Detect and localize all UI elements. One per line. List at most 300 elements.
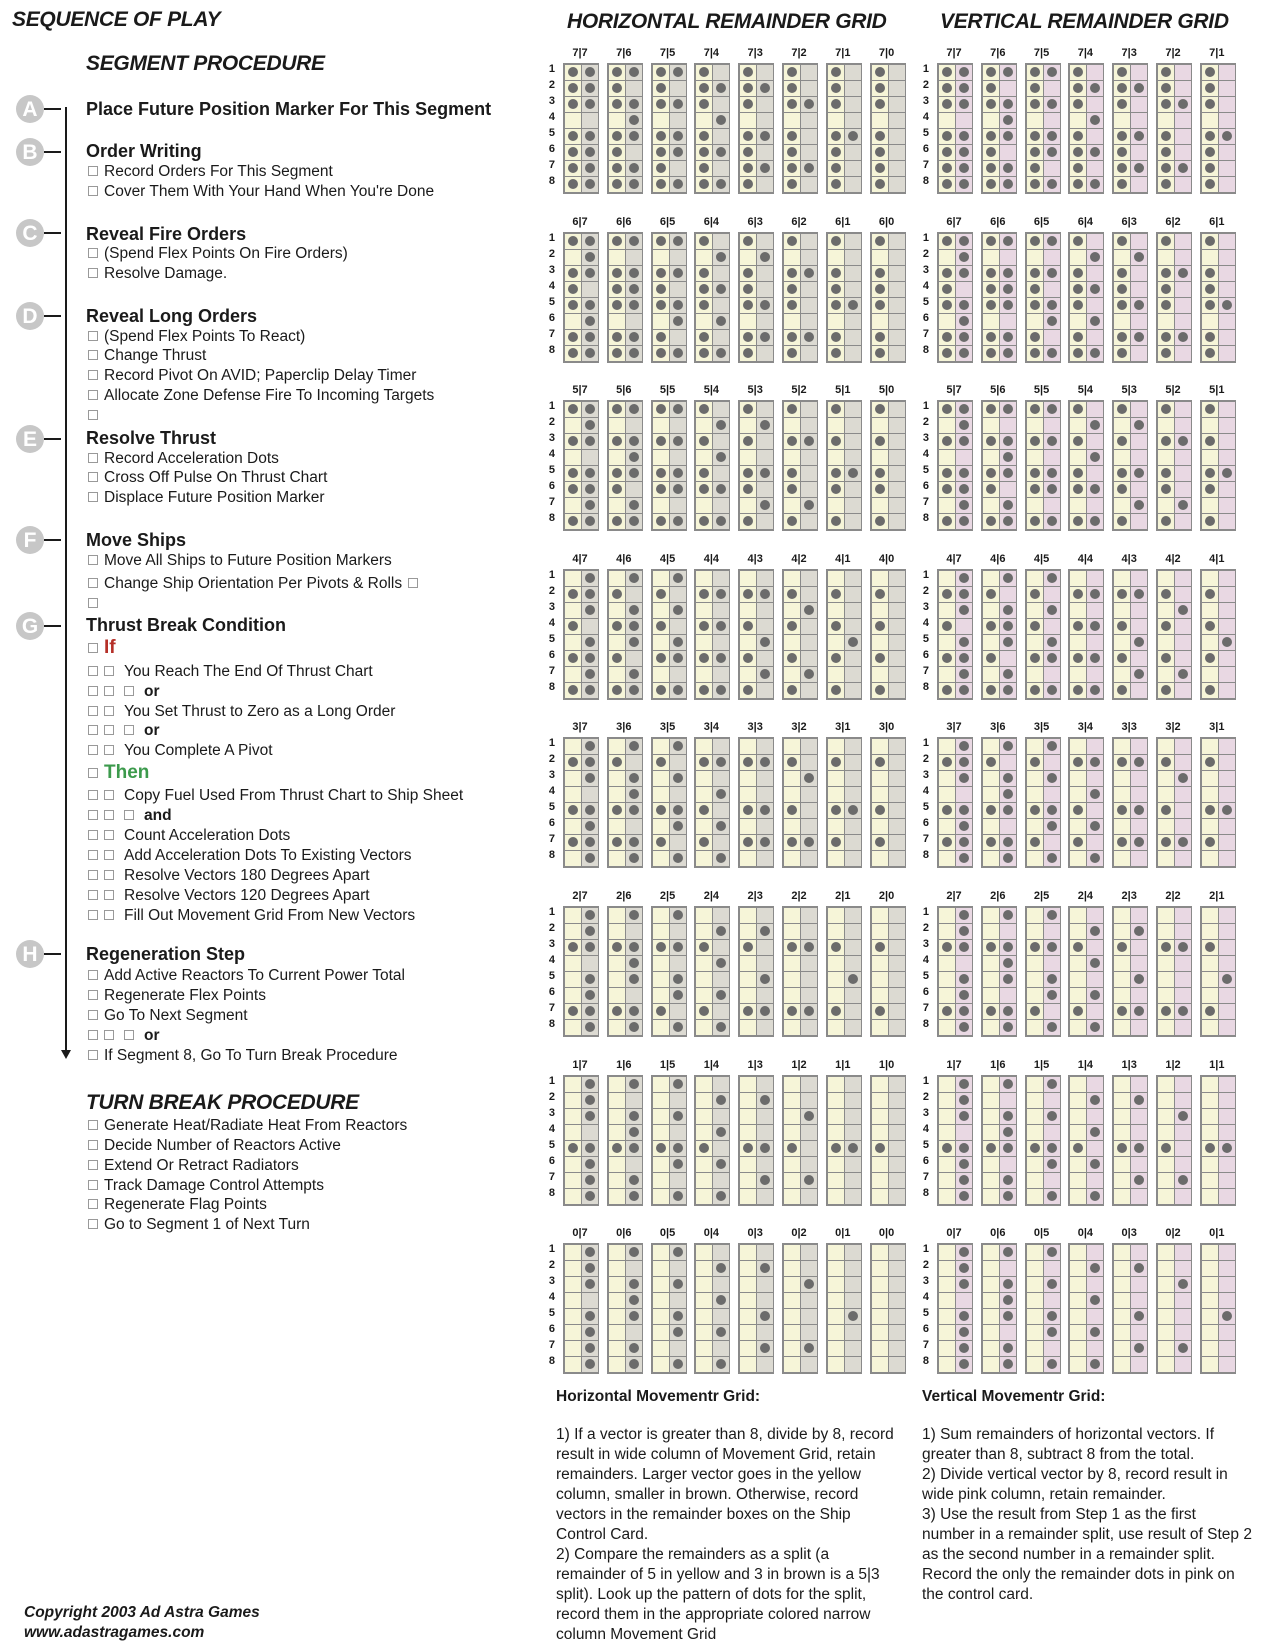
vertical-split-column[interactable] (1025, 1243, 1061, 1374)
split-label: 3|6 (990, 721, 1006, 734)
dot-icon (1205, 516, 1215, 526)
vertical-split-column[interactable] (981, 63, 1017, 194)
split-label: 0|6 (616, 1227, 632, 1240)
horizontal-split-column[interactable] (651, 737, 687, 868)
horizontal-split-column[interactable] (738, 569, 774, 700)
vertical-split-column[interactable] (981, 1075, 1017, 1206)
vertical-split-column[interactable] (1025, 737, 1061, 868)
grid-cell (784, 1141, 801, 1157)
horizontal-split-column[interactable] (607, 232, 643, 363)
horizontal-split-column[interactable] (826, 906, 862, 1037)
split-label: 3|1 (835, 721, 851, 734)
checklist-item[interactable]: Go To Next Segment (88, 1007, 248, 1025)
vertical-split-column[interactable] (1112, 232, 1148, 363)
grid-cell (1175, 266, 1191, 282)
vertical-split-column[interactable] (1112, 1075, 1148, 1206)
vertical-split-column[interactable] (1025, 63, 1061, 194)
vertical-split-column[interactable] (1025, 1075, 1061, 1206)
grid-cell (1044, 1357, 1060, 1373)
grid-cell (626, 1077, 642, 1093)
dot-icon (629, 741, 639, 751)
dot-icon (656, 268, 666, 278)
checklist-item[interactable]: Regenerate Flex Points (88, 987, 266, 1005)
grid-cell (1219, 1325, 1235, 1341)
grid-cell (1219, 755, 1235, 771)
horizontal-split-column[interactable] (826, 1243, 862, 1374)
vertical-split-column[interactable] (937, 569, 973, 700)
checklist-item[interactable]: Generate Heat/Radiate Heat From Reactors (88, 1117, 407, 1135)
grid-cell (740, 1020, 757, 1036)
dot-icon (743, 653, 753, 663)
dot-icon (743, 516, 753, 526)
checklist-item[interactable]: Move All Ships to Future Position Markers (88, 552, 392, 570)
grid-cell (670, 97, 686, 113)
grid-cell (582, 851, 598, 867)
dot-icon (656, 653, 666, 663)
vertical-split-column[interactable] (1068, 400, 1104, 531)
dot-icon (760, 926, 770, 936)
checklist-item[interactable]: Add Acceleration Dots To Existing Vectors (88, 847, 411, 865)
split-label: 0|6 (990, 1227, 1006, 1240)
checklist-item[interactable]: Fill Out Movement Grid From New Vectors (88, 907, 415, 925)
horizontal-split-column[interactable] (607, 906, 643, 1037)
horizontal-split-column[interactable] (782, 1243, 818, 1374)
split-label: 3|1 (1209, 721, 1225, 734)
grid-cell (609, 314, 626, 330)
horizontal-split-column[interactable] (738, 737, 774, 868)
vertical-split-column[interactable] (981, 906, 1017, 1037)
dot-icon (629, 348, 639, 358)
grid-cell (1158, 619, 1175, 635)
grid-cell (582, 755, 598, 771)
horizontal-split-column[interactable] (563, 63, 599, 194)
vertical-split-column[interactable] (1068, 569, 1104, 700)
vertical-split-column[interactable] (937, 63, 973, 194)
grid-cell (696, 298, 713, 314)
grid-cell (784, 1357, 801, 1373)
checklist-item[interactable]: Allocate Zone Defense Fire To Incoming Targets (88, 387, 434, 405)
dot-icon (942, 1006, 952, 1016)
horizontal-split-column[interactable] (826, 1075, 862, 1206)
grid-cell (784, 498, 801, 514)
grid-cell (1131, 571, 1147, 587)
dot-icon (743, 404, 753, 414)
grid-cell (1114, 1293, 1131, 1309)
horizontal-split-column[interactable] (563, 906, 599, 1037)
grid-cell (696, 450, 713, 466)
dot-icon (1134, 589, 1144, 599)
vertical-split-column[interactable] (1156, 1075, 1192, 1206)
dot-icon (942, 268, 952, 278)
grid-cell (653, 1077, 670, 1093)
horizontal-split-column[interactable] (607, 1243, 643, 1374)
dot-icon (568, 179, 578, 189)
grid-cell (872, 330, 889, 346)
vertical-split-column[interactable] (1156, 63, 1192, 194)
dot-icon (959, 773, 969, 783)
step-f-title: Move Ships (86, 530, 187, 550)
grid-cell (740, 635, 757, 651)
vertical-split-column[interactable] (1025, 906, 1061, 1037)
checklist-item[interactable]: Cover Them With Your Hand When You're Done (88, 183, 434, 201)
horizontal-split-column[interactable] (607, 63, 643, 194)
checklist-item[interactable]: Change Ship Orientation Per Pivots & Rolls (88, 575, 424, 593)
vertical-split-column[interactable] (1112, 569, 1148, 700)
vertical-split-column[interactable] (937, 737, 973, 868)
horizontal-split-column[interactable] (870, 400, 906, 531)
checklist-item[interactable]: Go to Segment 1 of Next Turn (88, 1216, 310, 1234)
grid-cell (1027, 1309, 1044, 1325)
horizontal-split-column[interactable] (870, 569, 906, 700)
grid-cell (740, 1125, 757, 1141)
dot-icon (1003, 179, 1013, 189)
grid-cell (1000, 1357, 1016, 1373)
grid-cell (1070, 482, 1087, 498)
grid-cell (740, 755, 757, 771)
vertical-split-column[interactable] (1156, 569, 1192, 700)
grid-cell (1158, 266, 1175, 282)
horizontal-split-column[interactable] (694, 1075, 730, 1206)
grid-cell (1175, 787, 1191, 803)
grid-cell (845, 619, 861, 635)
checklist-item[interactable]: Regenerate Flag Points (88, 1196, 267, 1214)
vertical-split-column[interactable] (981, 400, 1017, 531)
grid-cell (626, 940, 642, 956)
grid-cell (1175, 161, 1191, 177)
horizontal-split-column[interactable] (782, 906, 818, 1037)
grid-cell (740, 771, 757, 787)
vertical-split-column[interactable] (1068, 737, 1104, 868)
vertical-split-column[interactable] (937, 1243, 973, 1374)
grid-cell (696, 418, 713, 434)
grid-cell (872, 1245, 889, 1261)
grid-cell (653, 972, 670, 988)
dot-icon (831, 757, 841, 767)
dot-icon (656, 236, 666, 246)
horizontal-split-column[interactable] (826, 400, 862, 531)
grid-cell (1027, 835, 1044, 851)
grid-cell (1131, 1077, 1147, 1093)
vertical-notes-text: 1) Sum remainders of horizontal vectors. If greater than 8, subtract 8 from the total. 2) Divide vertical vector by 8, record result in wide pink column, retain remainder. 3) Use the result from Step 1 as the first number in a remainder split, use result of Step 2 as the second number in a remainder split. Record the only the remainder dots in pink on the control card. (922, 1426, 1252, 1603)
horizontal-split-column[interactable] (694, 400, 730, 531)
grid-cell (1087, 1293, 1103, 1309)
vertical-split-column[interactable] (1156, 906, 1192, 1037)
grid-cell (1175, 924, 1191, 940)
checklist-item[interactable]: Count Acceleration Dots (88, 827, 290, 845)
dot-icon (1205, 942, 1215, 952)
grid-cell (1044, 683, 1060, 699)
checklist-item[interactable]: Copy Fuel Used From Thrust Chart to Ship Sheet (88, 787, 463, 805)
dot-icon (585, 853, 595, 863)
dot-icon (699, 685, 709, 695)
checklist-item[interactable]: Resolve Vectors 180 Degrees Apart (88, 867, 370, 885)
grid-cell (1027, 1020, 1044, 1036)
grid-cell (1114, 1173, 1131, 1189)
grid-cell (983, 314, 1000, 330)
horizontal-split-column[interactable] (826, 569, 862, 700)
dot-icon (629, 621, 639, 631)
checklist-item-empty[interactable] (88, 595, 104, 613)
horizontal-split-column[interactable] (738, 63, 774, 194)
horizontal-split-column[interactable] (826, 737, 862, 868)
dot-icon (986, 653, 996, 663)
checklist-item[interactable]: Decide Number of Reactors Active (88, 1137, 341, 1155)
grid-cell (956, 603, 972, 619)
grid-cell (582, 819, 598, 835)
checklist-item[interactable]: Displace Future Position Marker (88, 489, 325, 507)
dot-icon (673, 316, 683, 326)
split-label: 4|2 (791, 552, 807, 565)
horizontal-split-column[interactable] (651, 232, 687, 363)
grid-cell (713, 787, 729, 803)
horizontal-split-column[interactable] (870, 232, 906, 363)
horizontal-split-column[interactable] (738, 400, 774, 531)
vertical-split-column[interactable] (981, 232, 1017, 363)
grid-cell (1202, 482, 1219, 498)
horizontal-split-column[interactable] (563, 1075, 599, 1206)
grid-cell (696, 1173, 713, 1189)
vertical-split-column[interactable] (1112, 400, 1148, 531)
horizontal-split-column[interactable] (651, 1243, 687, 1374)
vertical-split-column[interactable] (1200, 737, 1236, 868)
vertical-split-column[interactable] (937, 232, 973, 363)
horizontal-split-column[interactable] (651, 63, 687, 194)
horizontal-split-column[interactable] (694, 906, 730, 1037)
grid-cell (653, 418, 670, 434)
checklist-item[interactable]: Extend Or Retract Radiators (88, 1157, 299, 1175)
checklist-item[interactable]: Change Thrust (88, 347, 206, 365)
vertical-split-column[interactable] (1068, 63, 1104, 194)
grid-cell (609, 988, 626, 1004)
checklist-item-empty[interactable] (88, 407, 104, 425)
horizontal-split-column[interactable] (870, 63, 906, 194)
grid-cell (1044, 835, 1060, 851)
grid-cell (1000, 97, 1016, 113)
grid-cell (872, 113, 889, 129)
grid-cell (1044, 402, 1060, 418)
horizontal-split-column[interactable] (782, 400, 818, 531)
vertical-split-column[interactable] (981, 737, 1017, 868)
checklist-item[interactable]: (Spend Flex Points On Fire Orders) (88, 245, 348, 263)
grid-cell (784, 1093, 801, 1109)
vertical-split-column[interactable] (1156, 232, 1192, 363)
vertical-split-column[interactable] (1112, 63, 1148, 194)
horizontal-split-column[interactable] (694, 232, 730, 363)
horizontal-split-column[interactable] (607, 737, 643, 868)
horizontal-split-column[interactable] (694, 63, 730, 194)
grid-cell (740, 956, 757, 972)
grid-cell (757, 771, 773, 787)
horizontal-split-column[interactable] (870, 906, 906, 1037)
checklist-item[interactable]: Add Active Reactors To Current Power Total (88, 967, 405, 985)
vertical-split-column[interactable] (1068, 1075, 1104, 1206)
dot-icon (629, 1359, 639, 1369)
dot-icon (831, 1006, 841, 1016)
dot-icon (1134, 468, 1144, 478)
split-label: 0|7 (572, 1227, 588, 1240)
vertical-split-column[interactable] (1068, 906, 1104, 1037)
dot-icon (787, 300, 797, 310)
grid-cell (1027, 234, 1044, 250)
horizontal-split-column[interactable] (607, 569, 643, 700)
horizontal-split-column[interactable] (651, 569, 687, 700)
horizontal-split-column[interactable] (563, 737, 599, 868)
checklist-item[interactable]: If Segment 8, Go To Turn Break Procedure (88, 1047, 398, 1065)
vertical-split-column[interactable] (1200, 569, 1236, 700)
vertical-split-column[interactable] (1068, 1243, 1104, 1374)
grid-cell (757, 129, 773, 145)
vertical-split-column[interactable] (981, 569, 1017, 700)
vertical-split-column[interactable] (1156, 1243, 1192, 1374)
horizontal-split-column[interactable] (870, 1243, 906, 1374)
split-label: 2|2 (791, 890, 807, 902)
horizontal-split-column[interactable] (738, 906, 774, 1037)
checklist-item[interactable]: (Spend Flex Points To React) (88, 328, 305, 346)
dot-icon (1003, 99, 1013, 109)
horizontal-split-column[interactable] (563, 400, 599, 531)
grid-cell (609, 1261, 626, 1277)
row-number: 6 (548, 480, 555, 493)
checklist-item[interactable]: Cross Off Pulse On Thrust Chart (88, 469, 327, 487)
vertical-split-column[interactable] (937, 1075, 973, 1206)
dot-icon (1178, 837, 1188, 847)
grid-cell (1202, 434, 1219, 450)
grid-cell (1000, 1261, 1016, 1277)
horizontal-split-column[interactable] (826, 63, 862, 194)
grid-cell (939, 1141, 956, 1157)
checklist-item[interactable]: Record Acceleration Dots (88, 450, 279, 468)
grid-cell (670, 683, 686, 699)
horizontal-split-column[interactable] (694, 737, 730, 868)
dot-icon (1003, 500, 1013, 510)
horizontal-split-column[interactable] (870, 1075, 906, 1206)
grid-cell (626, 498, 642, 514)
vertical-split-column[interactable] (1200, 232, 1236, 363)
grid-cell (939, 65, 956, 81)
and-label: and (88, 807, 172, 825)
grid-cell (956, 161, 972, 177)
grid-cell (784, 450, 801, 466)
horizontal-split-column[interactable] (694, 569, 730, 700)
horizontal-split-column[interactable] (738, 1243, 774, 1374)
horizontal-split-column[interactable] (782, 63, 818, 194)
vertical-split-column[interactable] (937, 906, 973, 1037)
grid-cell (1131, 1245, 1147, 1261)
grid-cell (609, 145, 626, 161)
vertical-split-column[interactable] (1200, 906, 1236, 1037)
horizontal-split-column[interactable] (607, 400, 643, 531)
horizontal-split-column[interactable] (738, 1075, 774, 1206)
checklist-item[interactable]: Resolve Damage. (88, 265, 227, 283)
horizontal-split-column[interactable] (782, 737, 818, 868)
grid-cell (1131, 161, 1147, 177)
grid-cell (609, 1341, 626, 1357)
vertical-split-column[interactable] (937, 400, 973, 531)
checklist-item[interactable]: Record Pivot On AVID; Paperclip Delay Timer (88, 367, 416, 385)
checklist-item[interactable]: Record Orders For This Segment (88, 163, 333, 181)
horizontal-split-column[interactable] (782, 569, 818, 700)
horizontal-split-column[interactable] (563, 569, 599, 700)
vertical-split-column[interactable] (1200, 1243, 1236, 1374)
vertical-split-column[interactable] (1025, 232, 1061, 363)
grid-cell (784, 1245, 801, 1261)
horizontal-split-column[interactable] (738, 232, 774, 363)
grid-cell (609, 683, 626, 699)
grid-cell (757, 924, 773, 940)
checklist-item[interactable]: Track Damage Control Attempts (88, 1177, 324, 1195)
grid-cell (565, 819, 582, 835)
horizontal-split-column[interactable] (563, 1243, 599, 1374)
dot-icon (585, 990, 595, 1000)
grid-cell (1044, 1004, 1060, 1020)
grid-cell (713, 65, 729, 81)
grid-cell (1219, 514, 1235, 530)
grid-cell (1158, 1004, 1175, 1020)
dot-icon (1073, 300, 1083, 310)
horizontal-split-column[interactable] (826, 232, 862, 363)
split-label: 1|7 (946, 1058, 962, 1071)
grid-cell (1070, 1020, 1087, 1036)
vertical-split-column[interactable] (1112, 906, 1148, 1037)
grid-cell (1070, 177, 1087, 193)
vertical-split-column[interactable] (1156, 400, 1192, 531)
dot-icon (1090, 284, 1100, 294)
vertical-split-column[interactable] (1025, 400, 1061, 531)
dot-icon (1090, 1022, 1100, 1032)
grid-cell (626, 1125, 642, 1141)
vertical-split-column[interactable] (1068, 232, 1104, 363)
horizontal-split-column[interactable] (651, 906, 687, 1037)
checklist-item[interactable]: You Reach The End Of Thrust Chart (88, 663, 373, 681)
dot-icon (986, 757, 996, 767)
row-number: 4 (548, 279, 555, 292)
grid-cell (872, 1189, 889, 1205)
horizontal-split-column[interactable] (782, 1075, 818, 1206)
vertical-split-column[interactable] (1156, 737, 1192, 868)
vertical-split-column[interactable] (1200, 400, 1236, 531)
vertical-split-column[interactable] (1112, 737, 1148, 868)
checklist-item[interactable]: Resolve Vectors 120 Degrees Apart (88, 887, 370, 905)
grid-cell (801, 787, 817, 803)
grid-cell (784, 250, 801, 266)
checklist-item[interactable]: You Complete A Pivot (88, 742, 273, 760)
horizontal-split-column[interactable] (870, 737, 906, 868)
horizontal-split-column[interactable] (607, 1075, 643, 1206)
horizontal-split-column[interactable] (694, 1243, 730, 1374)
horizontal-split-column[interactable] (651, 400, 687, 531)
vertical-split-column[interactable] (1200, 63, 1236, 194)
vertical-split-column[interactable] (1112, 1243, 1148, 1374)
grid-cell (740, 603, 757, 619)
checklist-item[interactable]: You Set Thrust to Zero as a Long Order (88, 703, 395, 721)
vertical-split-column[interactable] (1200, 1075, 1236, 1206)
horizontal-split-column[interactable] (651, 1075, 687, 1206)
grid-cell (1027, 755, 1044, 771)
split-label: 5|0 (878, 384, 895, 397)
vertical-split-column[interactable] (1025, 569, 1061, 700)
grid-cell (784, 1341, 801, 1357)
vertical-split-column[interactable] (981, 1243, 1017, 1374)
grid-cell (670, 466, 686, 482)
horizontal-split-column[interactable] (563, 232, 599, 363)
horizontal-split-column[interactable] (782, 232, 818, 363)
dot-icon (1030, 1143, 1040, 1153)
grid-cell (1000, 635, 1016, 651)
dot-icon (743, 805, 753, 815)
dot-icon (1161, 284, 1171, 294)
grid-cell (983, 81, 1000, 97)
grid-cell (1087, 787, 1103, 803)
